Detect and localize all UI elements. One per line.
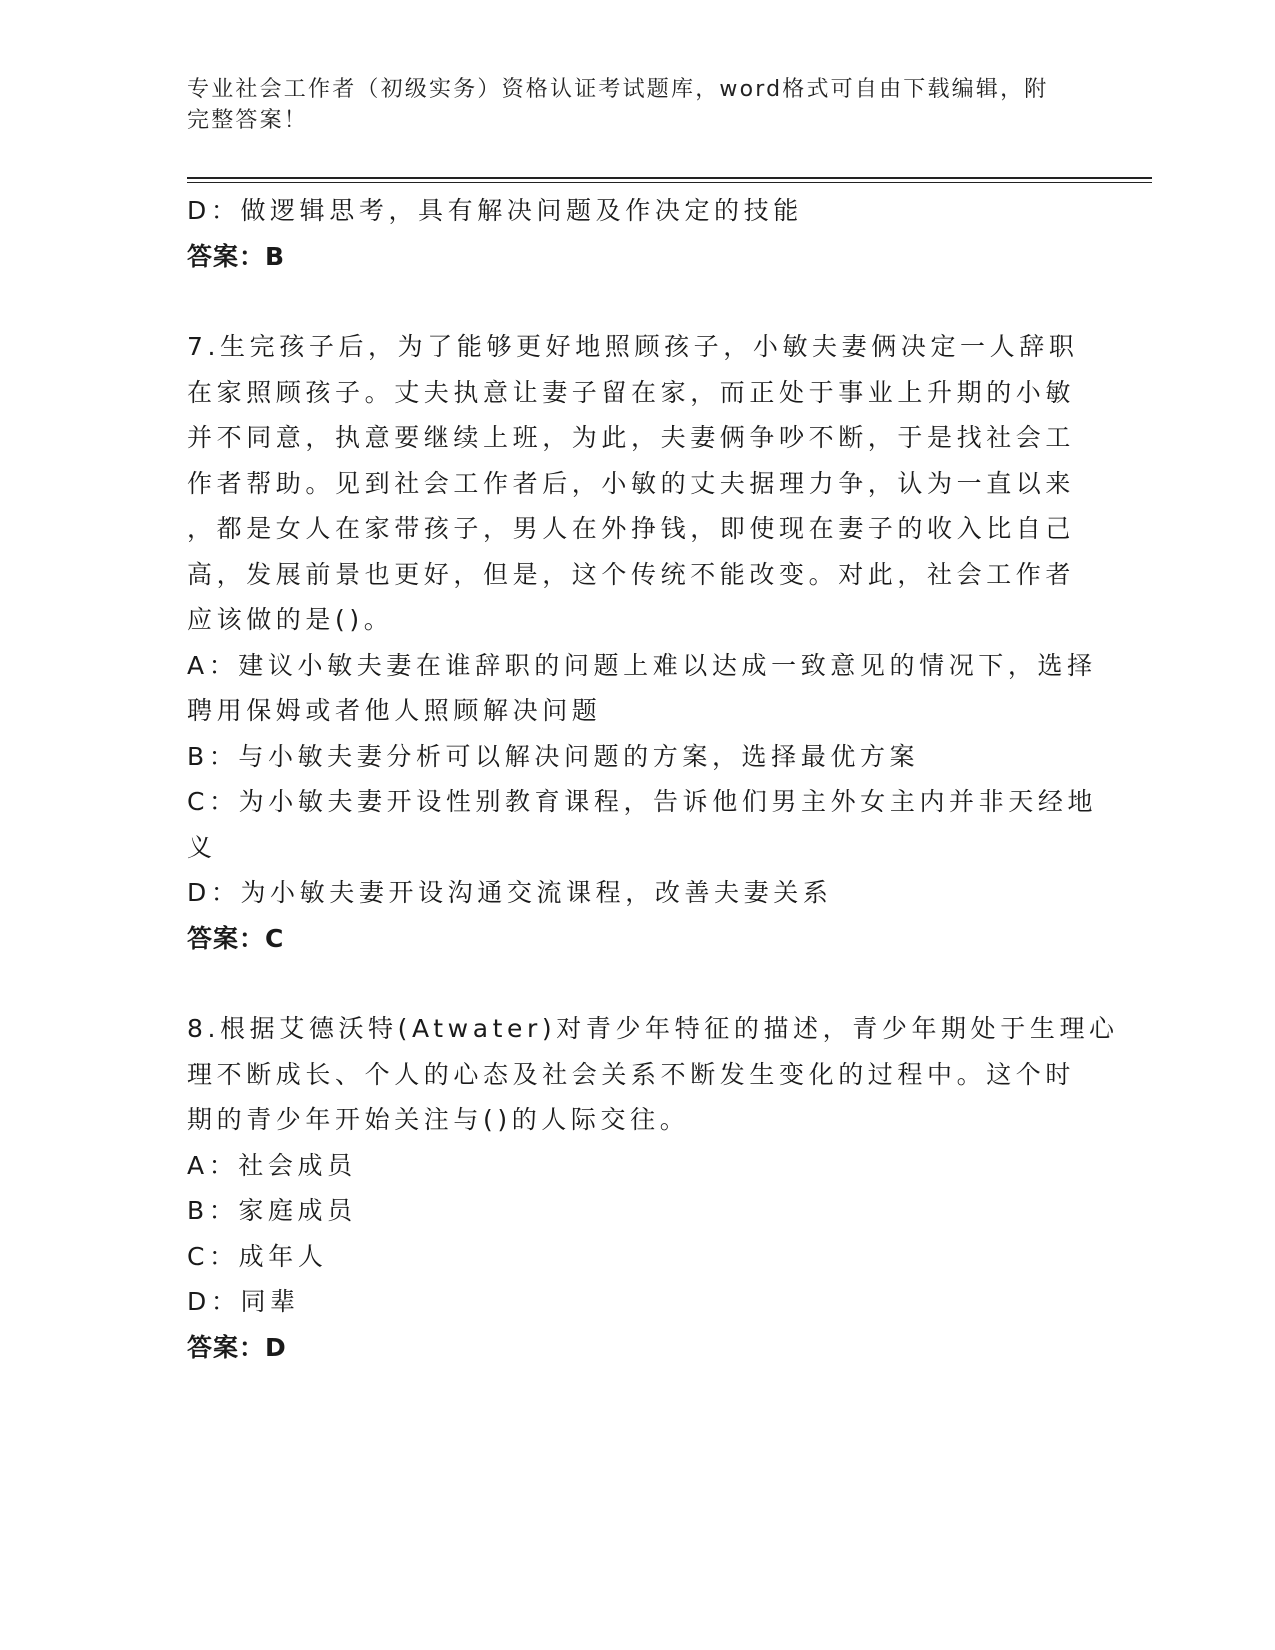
q8-answer: 答案：D [187, 1332, 287, 1362]
q6-option-d: D：做逻辑思考，具有解决问题及作决定的技能 [187, 196, 803, 225]
q8-stem-line: 理不断成长、个人的心态及社会关系不断发生变化的过程中。这个时 [187, 1059, 1076, 1089]
q8-option-a: A：社会成员 [187, 1150, 357, 1180]
question-8 [187, 1006, 1119, 1370]
q8-stem-line: 期的青少年开始关注与()的人际交往。 [187, 1105, 690, 1134]
q8-option-d: D：同辈 [187, 1287, 300, 1316]
q7-option-b: B：与小敏夫妻分析可以解决问题的方案，选择最优方案 [187, 741, 920, 771]
header-line-2: 完整答案！ [187, 108, 309, 133]
q8-option-b: B：家庭成员 [187, 1196, 357, 1225]
q6-answer: 答案：B [187, 241, 286, 271]
q7-option-d: D：为小敏夫妻开设沟通交流课程，改善夫妻关系 [187, 878, 833, 907]
q7-stem-line: 并不同意，执意要继续上班，为此，夫妻俩争吵不断，于是找社会工 [187, 423, 1076, 452]
q7-option-c: C：为小敏夫妻开设性别教育课程，告诉他们男主外女主内并非天经地 [187, 787, 1098, 816]
q7-stem-line: 应该做的是()。 [187, 605, 394, 634]
header-divider-thin [187, 182, 1152, 183]
q7-option-a-cont: 聘用保姆或者他人照顾解决问题 [187, 696, 602, 725]
q7-option-c-cont: 义 [187, 832, 217, 862]
q7-stem-line: 7.生完孩子后，为了能够更好地照顾孩子，小敏夫妻俩决定一人辞职 [187, 332, 1079, 361]
spacer [187, 961, 1087, 1006]
header-divider-thick [187, 177, 1152, 179]
q8-stem-line: 8.根据艾德沃特(Atwater)对青少年特征的描述，青少年期处于生理心 [187, 1014, 1119, 1043]
q7-stem-line: 高，发展前景也更好，但是，这个传统不能改变。对此，社会工作者 [187, 559, 1076, 589]
q7-stem-line: ，都是女人在家带孩子，男人在外挣钱，即使现在妻子的收入比自己 [187, 514, 1076, 543]
header-line-1: 专业社会工作者（初级实务）资格认证考试题库，word格式可自由下载编辑，附 [187, 77, 1049, 102]
q7-answer: 答案：C [187, 923, 285, 953]
question-content [187, 188, 1119, 1370]
page-header [187, 74, 1067, 136]
spacer [187, 279, 1087, 324]
q7-stem-line: 作者帮助。见到社会工作者后，小敏的丈夫据理力争，认为一直以来 [187, 468, 1076, 498]
q8-option-c: C：成年人 [187, 1241, 328, 1271]
question-7 [187, 324, 1098, 961]
q7-stem-line: 在家照顾孩子。丈夫执意让妻子留在家，而正处于事业上升期的小敏 [187, 377, 1076, 407]
q7-option-a: A：建议小敏夫妻在谁辞职的问题上难以达成一致意见的情况下，选择 [187, 650, 1097, 680]
